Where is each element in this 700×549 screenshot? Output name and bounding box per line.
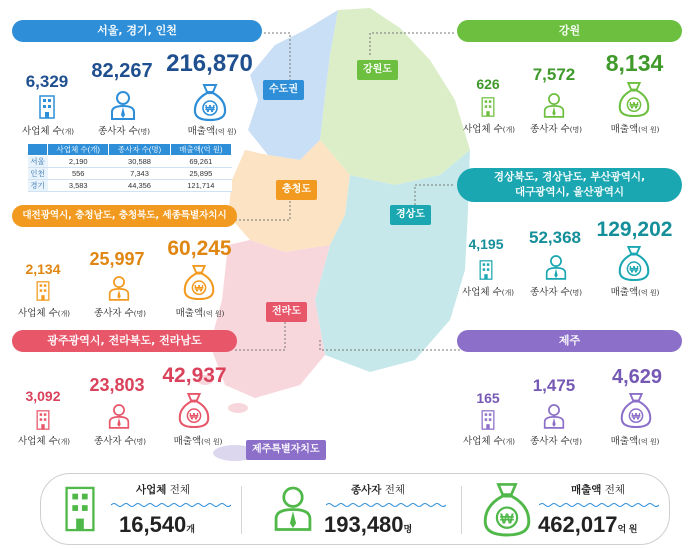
building-icon: [36, 281, 50, 301]
person-icon: [543, 403, 565, 429]
sales-value: 8,134: [605, 50, 664, 76]
total-businesses-value: 16,540개: [119, 512, 195, 537]
building-icon: [39, 95, 55, 119]
table-cell: 서울: [28, 156, 48, 168]
businesses-value: 4,195: [468, 236, 504, 252]
businesses-label: 사업체 수(개): [463, 124, 515, 135]
employees-value: 52,368: [529, 228, 581, 247]
businesses-label: 사업체 수(개): [22, 126, 74, 137]
panel-title: 강원: [457, 20, 682, 42]
sales-label: 매출액(억 원): [175, 308, 225, 319]
employees-label: 종사자 수(명): [530, 436, 582, 447]
table-cell: 인천: [28, 168, 48, 180]
businesses-value: 2,134: [25, 261, 61, 277]
svg-text:₩: ₩: [631, 411, 641, 423]
employees-label: 종사자 수(명): [94, 436, 146, 447]
panel-title: 서울, 경기, 인천: [12, 20, 262, 42]
money-bag-icon: [182, 263, 216, 301]
money-bag-icon: [619, 391, 653, 429]
sales-value: 129,202: [596, 218, 673, 241]
person-icon: [273, 484, 313, 532]
total-employees-value: 193,480명: [324, 512, 413, 537]
table-header: 종사자 수(명): [109, 144, 170, 156]
svg-text:₩: ₩: [629, 264, 639, 276]
table-cell: 25,895: [170, 168, 231, 180]
map-label-jeju: 제주특별자치도: [246, 440, 326, 460]
employees-label: 종사자 수(명): [98, 126, 150, 137]
total-sales-value: 462,017억 원: [538, 512, 638, 537]
map-region-gangwon: [320, 8, 470, 185]
building-icon: [63, 486, 97, 532]
sales-value: 4,629: [611, 366, 663, 388]
table-cell: 556: [48, 168, 109, 180]
table-cell: 3,583: [48, 180, 109, 192]
total-sales-title: 매출액 전체: [571, 484, 626, 496]
employees-label: 종사자 수(명): [530, 124, 582, 135]
sales-value: 42,937: [162, 364, 227, 387]
table-header: 사업체 수(개): [48, 144, 109, 156]
employees-value: 23,803: [89, 375, 145, 395]
panel-gangwon: [457, 20, 682, 150]
money-bag-icon: [177, 391, 211, 429]
building-icon: [479, 260, 493, 280]
money-bag-icon: [192, 82, 228, 122]
totals-bar: [40, 473, 670, 545]
table-cell: 7,343: [109, 168, 170, 180]
panel-title: [457, 168, 682, 202]
panel-title: 대전광역시, 충청남도, 충청북도, 세종특별자치시: [12, 205, 237, 227]
money-bag-icon: [481, 480, 533, 538]
table-cell: 69,261: [170, 156, 231, 168]
panel-title: 광주광역시, 전라북도, 전라남도: [12, 330, 237, 352]
employees-value: 82,267: [91, 60, 153, 82]
employees-value: 7,572: [532, 65, 576, 84]
map-label-gyeongsang: 경상도: [390, 205, 431, 225]
sales-value: 60,245: [167, 237, 232, 260]
panel-jeolla: [12, 330, 237, 455]
businesses-label: 사업체 수(개): [462, 287, 514, 298]
map-label-jeolla: 전라도: [266, 302, 307, 322]
employees-label: 종사자 수(명): [94, 308, 146, 319]
sales-label: 매출액(억 원): [610, 436, 660, 447]
person-icon: [543, 92, 565, 118]
table-cell: 121,714: [170, 180, 231, 192]
svg-text:₩: ₩: [194, 283, 204, 295]
money-bag-icon: [617, 80, 651, 118]
employees-value: 1,475: [532, 376, 576, 395]
panel-title-line: 경상북도, 경상남도, 부산광역시,: [493, 171, 646, 183]
wave-divider: [111, 502, 231, 508]
panel-title-line: 대구광역시, 울산광역시: [514, 186, 625, 198]
sales-label: 매출액(억 원): [610, 124, 660, 135]
businesses-label: 사업체 수(개): [463, 436, 515, 447]
person-icon: [110, 90, 136, 120]
businesses-label: 사업체 수(개): [18, 308, 70, 319]
businesses-value: 3,092: [25, 388, 61, 404]
table-cell: 44,356: [109, 180, 170, 192]
table-cell: 2,190: [48, 156, 109, 168]
building-icon: [481, 410, 495, 430]
divider: [461, 486, 462, 534]
table-row: [28, 180, 232, 192]
businesses-label: 사업체 수(개): [18, 436, 70, 447]
svg-text:₩: ₩: [629, 100, 639, 112]
map-label-chungcheong: 충청도: [276, 180, 317, 200]
table-header: [28, 144, 48, 156]
person-icon: [108, 403, 130, 429]
panel-title: 제주: [457, 330, 682, 352]
person-icon: [108, 275, 130, 301]
divider: [241, 486, 242, 534]
table-header-row: [28, 144, 232, 156]
total-businesses-title: 사업체 전체: [136, 484, 191, 496]
panel-gyeongsang: [457, 168, 682, 308]
svg-text:₩: ₩: [205, 104, 215, 115]
svg-text:₩: ₩: [189, 411, 199, 423]
building-icon: [481, 97, 495, 117]
businesses-value: 165: [476, 390, 500, 406]
map-label-gangwon: 강원도: [357, 60, 398, 80]
table-header: 매출액(억 원): [170, 144, 231, 156]
capital-breakdown-table: [27, 143, 232, 192]
sales-label: 매출액(억 원): [610, 287, 660, 298]
person-icon: [545, 254, 567, 280]
wave-divider: [539, 502, 659, 508]
employees-label: 종사자 수(명): [530, 287, 582, 298]
businesses-value: 6,329: [25, 72, 69, 91]
employees-value: 25,997: [89, 249, 145, 269]
table-cell: 30,588: [109, 156, 170, 168]
table-row: [28, 156, 232, 168]
sales-label: 매출액(억 원): [173, 436, 223, 447]
money-bag-icon: [617, 244, 651, 282]
businesses-value: 626: [476, 76, 500, 92]
table-cell: 경기: [28, 180, 48, 192]
svg-text:₩: ₩: [500, 511, 514, 528]
panel-jeju: [457, 330, 682, 455]
sales-label: 매출액(억 원): [187, 126, 237, 137]
building-icon: [36, 410, 50, 430]
wave-divider: [326, 502, 446, 508]
total-employees-title: 종사자 전체: [351, 484, 406, 496]
table-row: [28, 168, 232, 180]
sales-value: 216,870: [166, 50, 253, 77]
panel-chungcheong: [12, 205, 237, 325]
map-label-capital: 수도권: [263, 80, 304, 100]
